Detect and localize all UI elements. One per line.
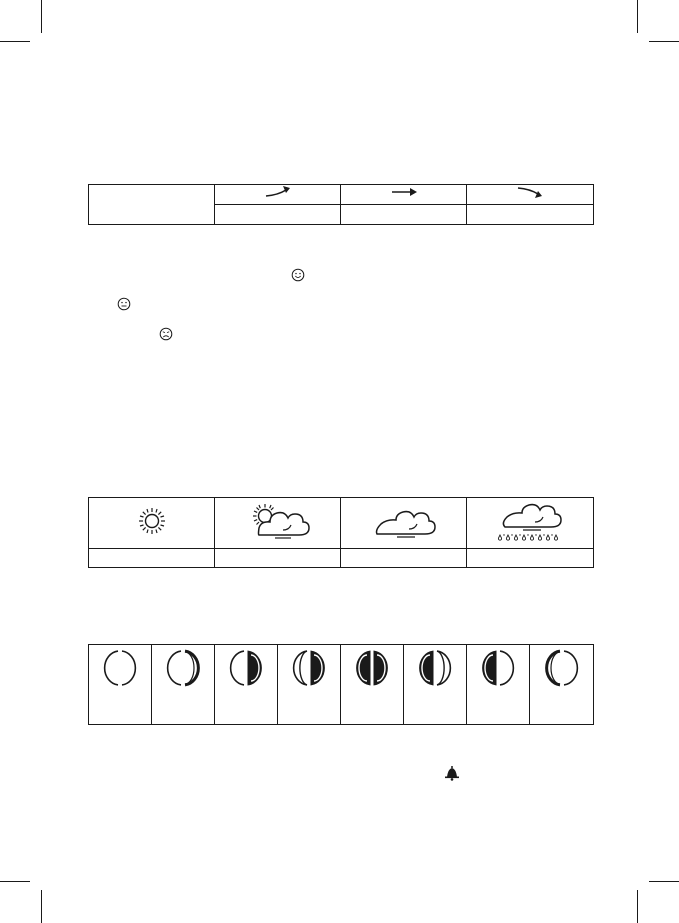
rising-arrow-icon (264, 185, 292, 199)
weather-cell-partly-cloudy (215, 498, 341, 549)
weather-label (467, 549, 594, 568)
moon-cell (215, 645, 278, 725)
crop-mark (649, 41, 679, 42)
trend-cell-steady (341, 185, 467, 205)
rainy-icon (495, 500, 565, 542)
moon-cell (278, 645, 341, 725)
falling-arrow-icon (516, 185, 544, 199)
moon-cell (467, 645, 530, 725)
trend-cell-falling (467, 185, 594, 205)
happy-face-icon (291, 268, 305, 282)
moon-cell (341, 645, 404, 725)
trend-label (341, 205, 467, 225)
partly-cloudy-icon (245, 502, 311, 540)
sad-face-icon (159, 327, 173, 341)
trend-row-label (89, 185, 215, 225)
crop-mark (649, 881, 679, 882)
waxing-gibbous-icon (292, 649, 326, 687)
trend-cell-rising (215, 185, 341, 205)
full-moon-icon (355, 649, 389, 687)
crop-mark (41, 0, 42, 33)
trend-label (467, 205, 594, 225)
pressure-trend-table (88, 184, 594, 225)
moon-cell (89, 645, 152, 725)
moon-cell (152, 645, 215, 725)
weather-label (341, 549, 467, 568)
neutral-face-icon (117, 297, 131, 311)
crop-mark (41, 890, 42, 923)
waning-crescent-icon (545, 649, 579, 687)
weather-cell-rainy (467, 498, 594, 549)
weather-cell-sunny (89, 498, 215, 549)
weather-label (215, 549, 341, 568)
crop-mark (637, 890, 638, 923)
new-moon-icon (103, 649, 137, 687)
trend-label (215, 205, 341, 225)
crop-mark (0, 881, 30, 882)
crop-mark (637, 0, 638, 33)
moon-phase-table (88, 644, 594, 725)
cloudy-icon (371, 504, 437, 538)
crop-mark (0, 41, 30, 42)
weather-label (89, 549, 215, 568)
waning-gibbous-icon (418, 649, 452, 687)
bell-icon (443, 765, 461, 781)
steady-arrow-icon (390, 185, 418, 199)
last-quarter-icon (481, 649, 515, 687)
moon-cell (530, 645, 594, 725)
weather-cell-cloudy (341, 498, 467, 549)
waxing-crescent-icon (166, 649, 200, 687)
first-quarter-icon (229, 649, 263, 687)
sunny-icon (137, 506, 167, 536)
weather-forecast-table (88, 497, 594, 568)
moon-cell (404, 645, 467, 725)
